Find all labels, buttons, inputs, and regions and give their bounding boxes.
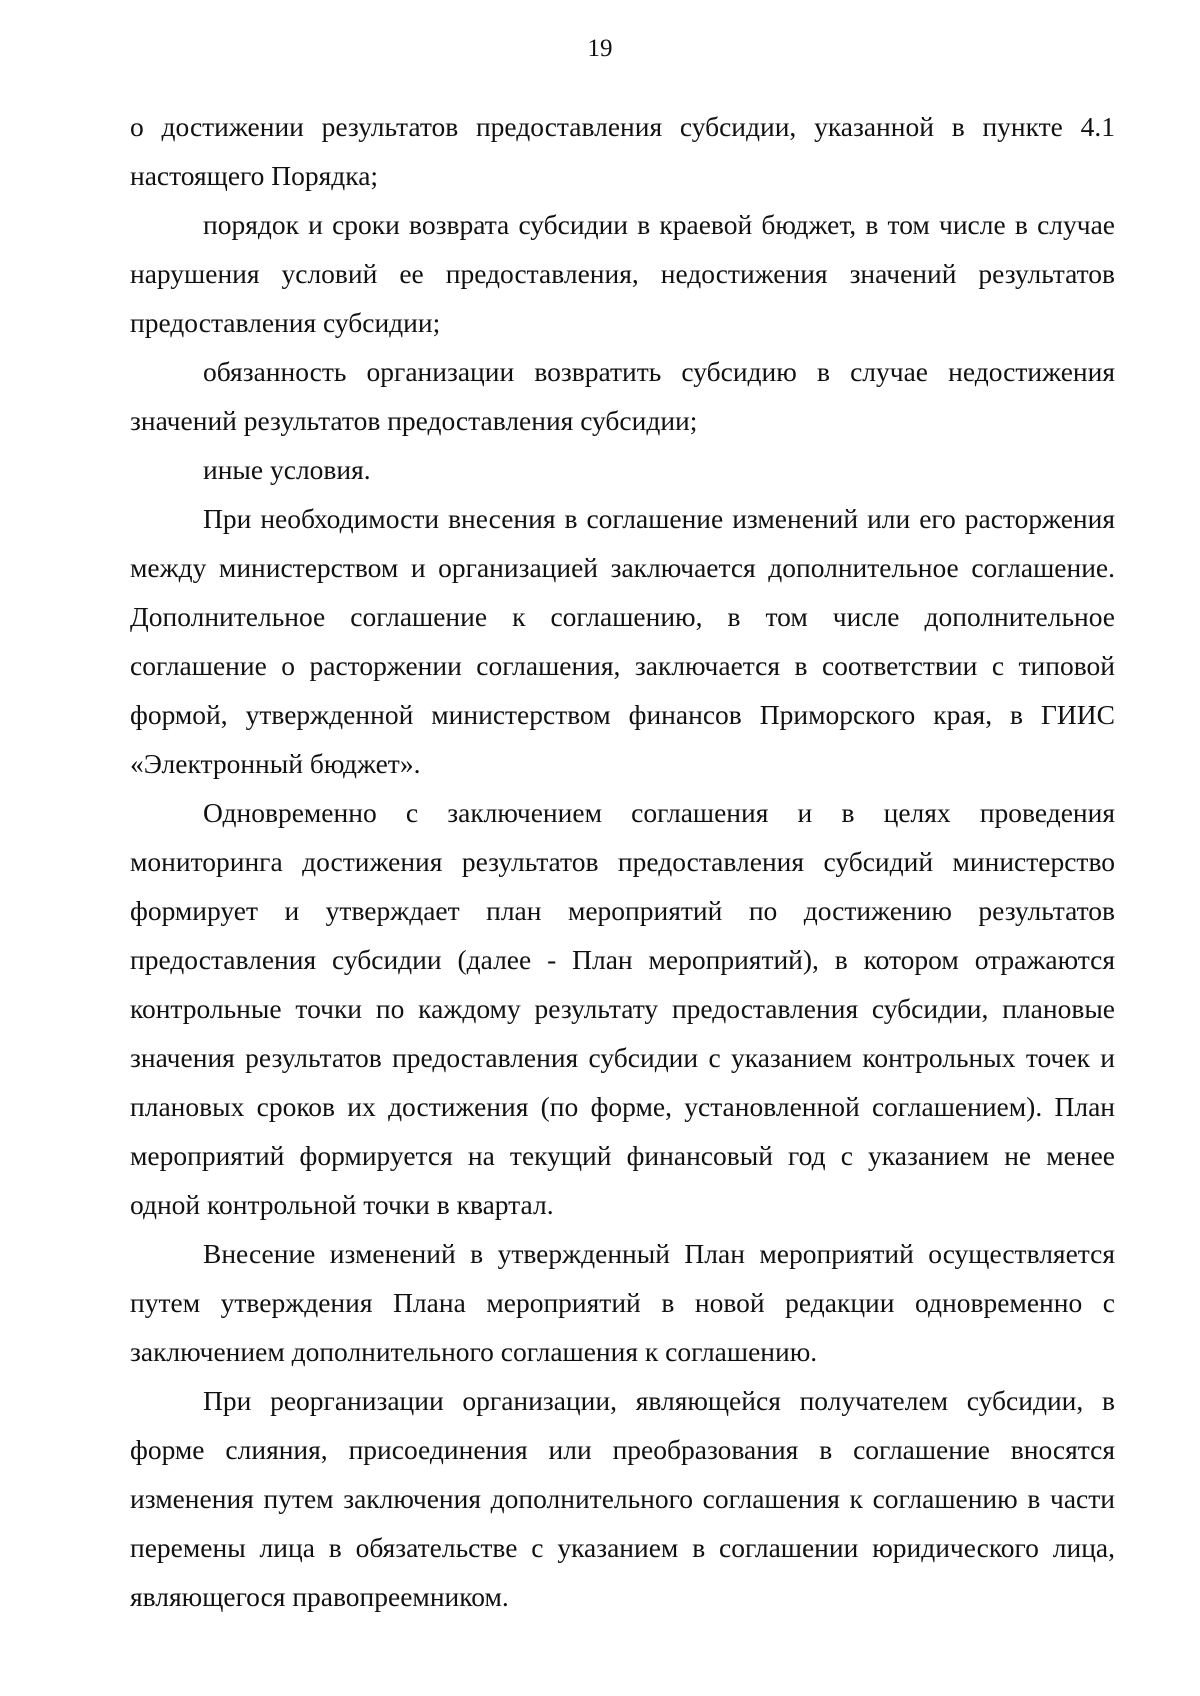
page-number: 19 xyxy=(587,35,613,62)
paragraph-reorganization: При реорганизации организации, являющейся получателем субсидии, в форме слияния, присоединения или преобразования в соглашение вносятся изменения путем заключения дополнительного соглашения к соглашению в части перемены лица в обязательстве с указанием в соглашении юридического лица, являющегося правопреемником. xyxy=(130,1385,1115,1612)
paragraph-continuation: о достижении результатов предоставления субсидии, указанной в пункте 4.1 настоящего Порядка; xyxy=(130,111,1115,191)
paragraph-refund-procedure: порядок и сроки возврата субсидии в краевой бюджет, в том числе в случае нарушения условий ее предоставления, недостижения значений результатов предоставления субсидии; xyxy=(130,209,1115,338)
document-body xyxy=(130,102,1115,1621)
paragraph-action-plan: Одновременно с заключением соглашения и в целях проведения мониторинга достижения результатов предоставления субсидий министерство формирует и утверждает план мероприятий по достижению результатов предоставления субсидии (далее - План мероприятий), в котором отражаются контрольные точки по каждому результату предоставления субсидии, плановые значения результатов предоставления субсидии с указанием контрольных точек и плановых сроков их достижения (по форме, установленной соглашением). План мероприятий формируется на текущий финансовый год с указанием не менее одной контрольной точки в квартал. xyxy=(130,797,1115,1220)
paragraph-refund-obligation: обязанность организации возвратить субсидию в случае недостижения значений результатов предоставления субсидии; xyxy=(130,356,1115,436)
paragraph-additional-agreement: При необходимости внесения в соглашение изменений или его расторжения между министерством и организацией заключается дополнительное соглашение. Дополнительное соглашение к соглашению, в том числе дополнительное соглашение о расторжении соглашения, заключается в соответствии с типовой формой, утвержденной министерством финансов Приморского края, в ГИИС «Электронный бюджет». xyxy=(130,503,1115,779)
paragraph-other-conditions: иные условия. xyxy=(203,454,371,485)
paragraph-plan-changes: Внесение изменений в утвержденный План мероприятий осуществляется путем утверждения Плана мероприятий в новой редакции одновременно с заключением дополнительного соглашения к соглашению. xyxy=(130,1238,1115,1367)
